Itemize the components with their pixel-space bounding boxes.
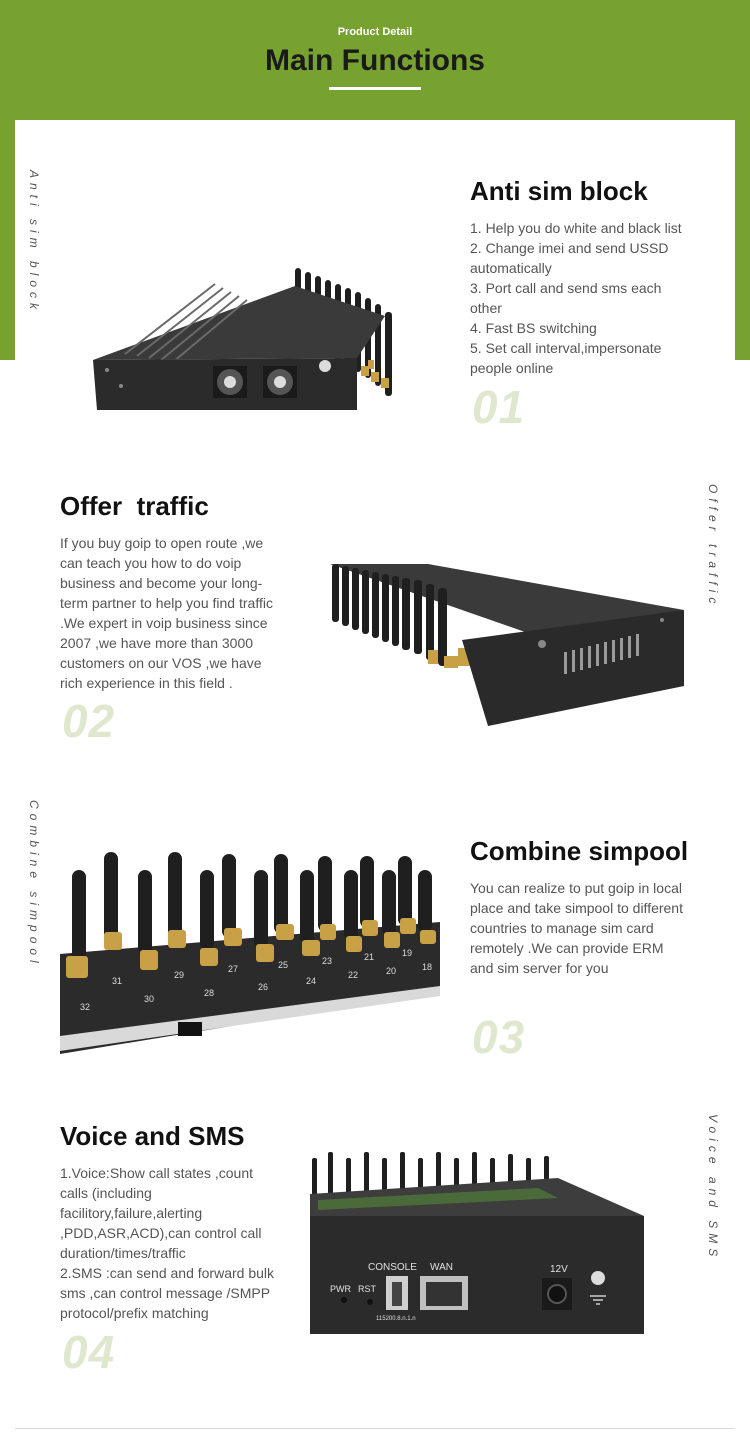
port-label: 18 (422, 962, 433, 972)
section-1-heading: Anti sim block (470, 176, 648, 206)
port-label: 28 (204, 988, 215, 998)
port-label: 24 (306, 976, 317, 986)
title-underline (329, 87, 421, 90)
section-4-description: 1.Voice:Show call states ,count calls (including facilitory,failure,alerting ,PDD,ASR,ACD),can control call duration/times/traffic 2.SMS :can send and forward bulk sms ,can control message /SMPP protocol/prefix matching (60, 1165, 275, 1321)
console-label: CONSOLE (368, 1262, 417, 1273)
port-label: 30 (144, 994, 155, 1004)
section-1-number: 01 (472, 381, 526, 433)
bottom-divider (15, 1428, 735, 1429)
section-3-description: You can realize to put goip in local place and take simpool to different countries to manage sim card remotely .We can provide ERM and sim server for you (470, 880, 683, 976)
port-label: 26 (258, 982, 269, 992)
section-1-vertical-label: Anti sim block (27, 170, 41, 315)
section-3-heading: Combine simpool (470, 836, 689, 866)
section-4-heading: Voice and SMS (60, 1121, 245, 1151)
power-label: 12V (550, 1264, 568, 1275)
port-label: 20 (386, 966, 397, 976)
section-2-heading: Offer traffic (60, 491, 209, 521)
section-2-vertical-label: Offer traffic (706, 484, 720, 609)
port-label: 23 (322, 956, 333, 966)
pwr-label: PWR (330, 1284, 351, 1294)
port-label: 22 (348, 970, 359, 980)
port-label: 31 (112, 976, 123, 986)
port-label: 25 (278, 960, 289, 970)
section-4-device-image (308, 1148, 648, 1338)
section-1-device-image (85, 262, 405, 417)
rst-label: RST (358, 1284, 376, 1294)
section-2-number: 02 (62, 695, 116, 747)
page-title: Main Functions (265, 44, 485, 77)
section-2-description: If you buy goip to open route ,we can teach you how to do voip business and become your long- term partner to help you find traffic .We expert in voip business since 2007 ,we have more than 3000 customers on our VOS ,we have rich experience in this field . (60, 535, 273, 691)
section-3-vertical-label: Combine simpool (27, 800, 41, 968)
section-3-device-image (60, 846, 440, 1056)
port-label: 19 (402, 948, 413, 958)
section-4-number: 04 (62, 1326, 116, 1378)
port-label: 32 (80, 1002, 91, 1012)
section-4-vertical-label: Voice and SMS (706, 1114, 720, 1262)
section-2-device-image (328, 560, 688, 730)
port-label: 29 (174, 970, 185, 980)
baud-label: 115200.8.n.1.n (376, 1316, 416, 1322)
header-subtitle: Product Detail (337, 26, 413, 38)
section-1-description: 1. Help you do white and black list 2. Change imei and send USSD automatically 3. Port call and send sms each other 4. Fast BS switching 5. Set call interval,impersonate people online (470, 220, 682, 376)
port-label: 21 (364, 952, 375, 962)
wan-label: WAN (430, 1262, 453, 1273)
port-label: 27 (228, 964, 239, 974)
section-3-number: 03 (472, 1011, 526, 1063)
